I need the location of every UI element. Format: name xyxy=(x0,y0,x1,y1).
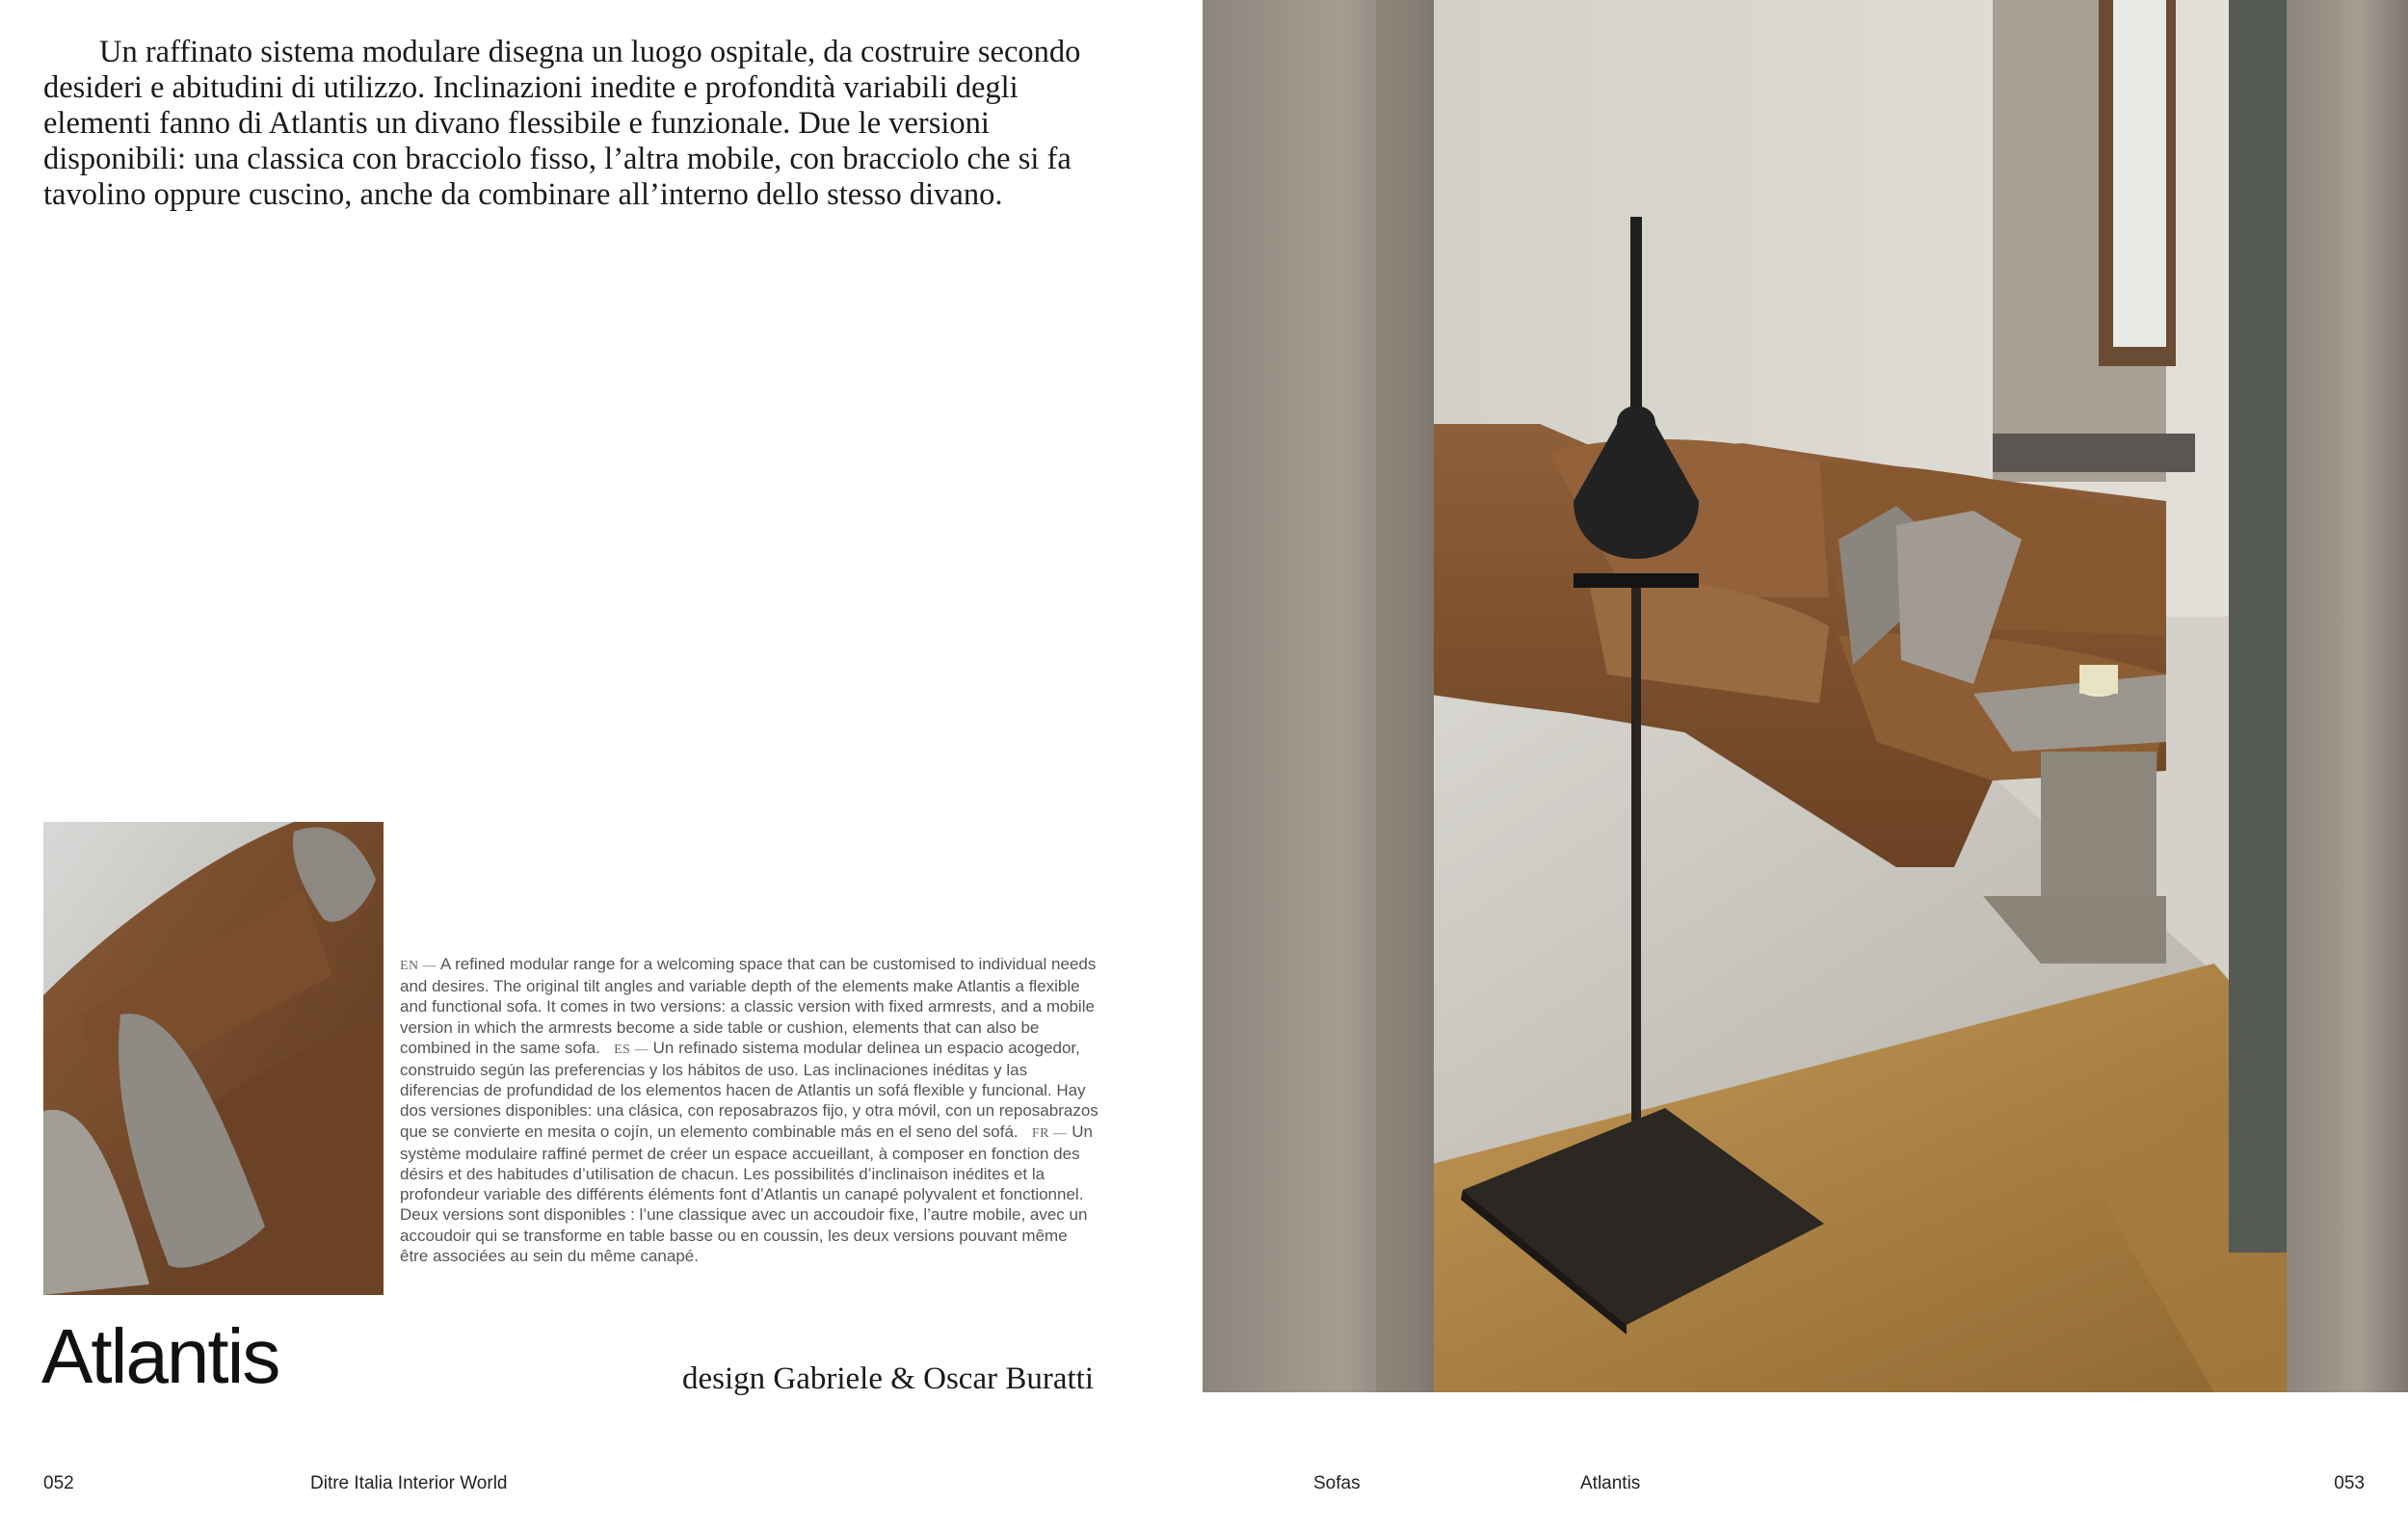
living-room-illustration xyxy=(1203,0,2408,1392)
multilingual-description xyxy=(400,954,1098,1266)
intro-paragraph: Un raffinato sistema modulare disegna un luogo ospitale, da costruire secondo desideri e abitudini di utilizzo. Inclinazioni inedite e profondità variabili degli elementi fanno di Atlantis un divano flessibile e funzionale. Due le versioni disponibili: una classica con bracciolo fisso, l’altra mobile, con bracciolo che si fa tavolino oppure cuscino, anche da combinare all’interno dello stesso divano. xyxy=(43,35,1081,212)
page-number-left: 052 xyxy=(43,1473,74,1493)
sofa-closeup-illustration xyxy=(43,822,384,1295)
product-name-footer: Atlantis xyxy=(1580,1473,1641,1493)
description-fr: Un système modulaire raffiné permet de créer un espace accueillant, à composer en fonction des désirs et des habitudes d’utilisation de chacun. Les possibilités d’inclinaison inédites et la profondeur variable des différents éléments font d’Atlantis un canapé polyvalent et fonctionnel. Deux versions sont disponibles : l’une classique avec un accoudoir fixe, l’autre mobile, avec un accoudoir qui se transforme en table basse ou en coussin, les deux versions pouvant même être associées au sein du même canapé. xyxy=(400,1122,1093,1265)
living-room-photo xyxy=(1203,0,2408,1392)
lang-tag-es: ES — xyxy=(614,1042,648,1057)
lang-tag-en: EN — xyxy=(400,959,437,973)
description-en: A refined modular range for a welcoming space that can be customised to individual needs and desires. The original tilt angles and variable depth of the elements make Atlantis a flexible and functional sofa. It comes in two versions: a classic version with fixed armrests, and a mobile version in which the armrests become a side table or cushion, elements that can also be combined in the same sofa. xyxy=(400,955,1097,1057)
section-name: Sofas xyxy=(1313,1473,1361,1493)
description-es: Un refinado sistema modular delinea un espacio acogedor, construido según las preferencias y los hábitos de uso. Las inclinaciones inéditas y las diferencias de profundidad de los elementos hacen de Atlantis un sofá flexible y funcional. Hay dos versiones disponibles: una clásica, con reposabrazos fijo, y otra móvil, con un reposabrazos que se convierte en mesita o cojín, un elemento combinable más en el seno del sofá. xyxy=(400,1038,1098,1141)
lang-tag-fr: FR — xyxy=(1031,1125,1068,1141)
designer-credit: design Gabriele & Oscar Buratti xyxy=(681,1361,1094,1396)
publication-name: Ditre Italia Interior World xyxy=(310,1473,508,1493)
product-title: Atlantis xyxy=(41,1313,279,1399)
sofa-closeup-photo xyxy=(43,822,384,1295)
page-number-right: 053 xyxy=(2334,1473,2365,1493)
